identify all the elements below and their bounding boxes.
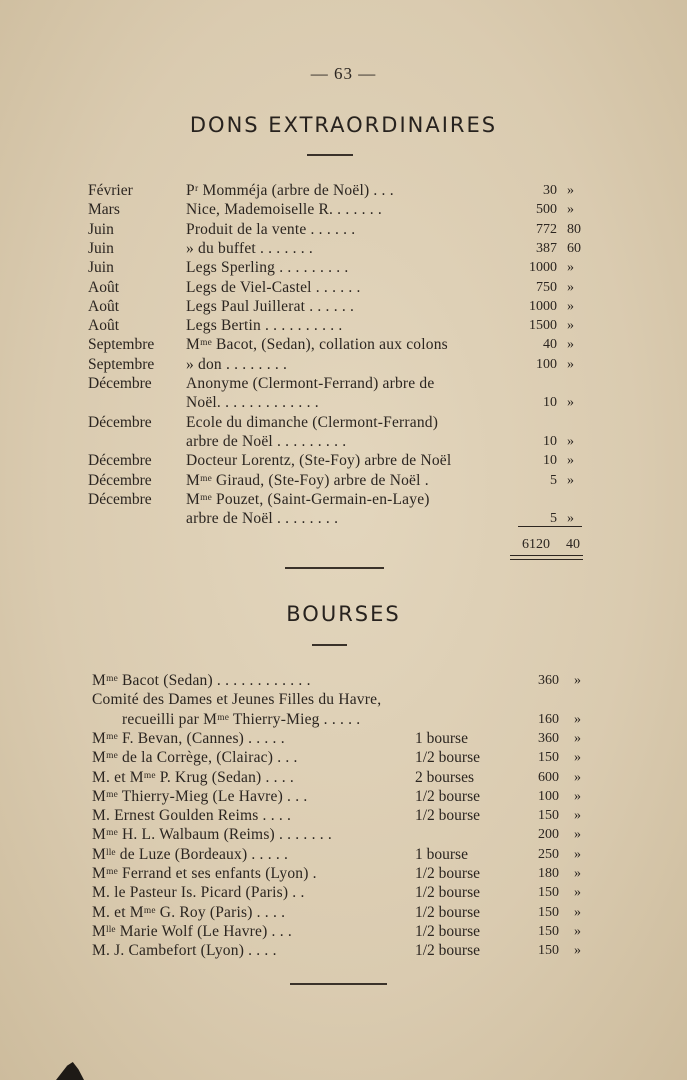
description-cell: » du buffet . . . . . . . — [186, 239, 313, 257]
amount-cell: 30 — [543, 183, 557, 198]
amount-cell: 160 — [538, 711, 559, 727]
description-cell: Legs de Viel-Castel . . . . . . — [186, 278, 361, 296]
amount-cell: 150 — [538, 943, 559, 959]
month-cell: Décembre — [88, 471, 152, 489]
cents-cell: 60 — [567, 240, 581, 256]
description-cell: arbre de Noël . . . . . . . . — [186, 510, 339, 528]
amount-cell: 5 — [550, 511, 557, 527]
cents-cell: » — [567, 202, 574, 218]
cents-cell: » — [567, 511, 574, 527]
dons-title: DONS EXTRAORDINAIRES — [189, 113, 498, 137]
description-cell: Anonyme (Clermont-Ferrand) arbre de — [186, 375, 435, 392]
month-cell: Février — [88, 182, 133, 199]
donor-cell: Mˡˡᵉ de Luze (Bordeaux) . . . . . — [92, 845, 289, 863]
description-cell: arbre de Noël . . . . . . . . . — [186, 432, 347, 450]
page-number: — 63 — — [310, 64, 377, 83]
donor-cell: M. et Mᵐᵉ P. Krug (Sedan) . . . . — [92, 768, 294, 786]
cents-cell: » — [574, 885, 581, 901]
cents-cell: » — [574, 788, 581, 804]
month-cell: Juin — [88, 239, 114, 257]
month-cell: Août — [88, 317, 119, 335]
amount-cell: 100 — [538, 788, 559, 804]
section-divider — [285, 567, 384, 569]
description-cell: Mᵐᵉ Giraud, (Ste-Foy) arbre de Noël . — [186, 471, 429, 489]
bourse-detail-cell: 1/2 bourse — [415, 922, 481, 940]
donor-cell: M. et Mᵐᵉ G. Roy (Paris) . . . . — [92, 903, 286, 921]
double-rule-top — [510, 555, 583, 556]
month-cell: Mars — [88, 201, 120, 219]
description-cell: » don . . . . . . . . — [186, 355, 288, 373]
cents-cell: » — [574, 730, 581, 746]
total-amount: 6120 — [522, 537, 550, 552]
donor-cell: Mᵐᵉ F. Bevan, (Cannes) . . . . . — [92, 729, 285, 747]
bourse-detail-cell: 1/2 bourse — [415, 865, 481, 882]
cents-cell: » — [574, 711, 581, 727]
amount-cell: 40 — [543, 337, 557, 353]
cents-cell: » — [574, 673, 581, 688]
amount-cell: 150 — [538, 904, 559, 920]
cents-cell: » — [574, 846, 581, 862]
cents-cell: » — [574, 866, 581, 881]
ink-mark — [56, 1062, 84, 1080]
donor-cell: Mˡˡᵉ Marie Wolf (Le Havre) . . . — [92, 922, 292, 940]
description-cell: Docteur Lorentz, (Ste-Foy) arbre de Noël — [186, 452, 452, 470]
cents-cell: » — [574, 769, 581, 785]
donor-cell: Mᵐᵉ de la Corrège, (Clairac) . . . — [92, 749, 298, 767]
amount-cell: 1500 — [529, 318, 557, 334]
section-divider — [290, 983, 387, 985]
amount-cell: 1000 — [529, 298, 557, 314]
cents-cell: » — [574, 923, 581, 939]
donor-cell: Mᵐᵉ Bacot (Sedan) . . . . . . . . . . . . — [92, 672, 311, 689]
bourse-detail-cell: 2 bourses — [415, 768, 474, 786]
cents-cell: » — [567, 279, 574, 295]
description-cell: Mᵐᵉ Pouzet, (Saint-Germain-en-Laye) — [186, 490, 430, 508]
description-cell: Ecole du dimanche (Clermont-Ferrand) — [186, 413, 439, 431]
description-cell: Mᵐᵉ Bacot, (Sedan), collation aux colons — [186, 336, 448, 354]
amount-cell: 150 — [538, 808, 559, 824]
amount-cell: 360 — [538, 673, 559, 688]
month-cell: Décembre — [88, 452, 152, 470]
cents-cell: » — [567, 472, 574, 488]
cents-cell: » — [567, 337, 574, 353]
bourses-title: BOURSES — [286, 602, 401, 626]
total-cents: 40 — [566, 537, 580, 552]
amount-cell: 10 — [543, 395, 557, 411]
month-cell: Décembre — [88, 413, 152, 431]
cents-cell: 80 — [567, 221, 581, 237]
bourse-detail-cell: 1/2 bourse — [415, 807, 481, 825]
bourse-detail-cell: 1/2 bourse — [415, 884, 481, 902]
amount-cell: 750 — [536, 279, 557, 295]
bourse-detail-cell: 1/2 bourse — [415, 942, 481, 960]
cents-cell: » — [567, 453, 574, 469]
amount-cell: 150 — [538, 885, 559, 901]
donor-cell: Mᵐᵉ H. L. Walbaum (Reims) . . . . . . . — [92, 826, 332, 844]
amount-cell: 150 — [538, 923, 559, 939]
amount-cell: 150 — [538, 750, 559, 766]
cents-cell: » — [574, 827, 581, 843]
amount-cell: 10 — [543, 433, 557, 449]
month-cell: Juin — [88, 259, 114, 277]
donor-cell: M. J. Cambefort (Lyon) . . . . — [92, 942, 277, 960]
donor-cell: M. Ernest Goulden Reims . . . . — [92, 807, 292, 825]
bourse-detail-cell: 1 bourse — [415, 729, 468, 747]
amount-cell: 100 — [536, 356, 557, 372]
amount-cell: 500 — [536, 202, 557, 218]
cents-cell: » — [567, 318, 574, 334]
donor-cell: Mᵐᵉ Thierry-Mieg (Le Havre) . . . — [92, 787, 308, 805]
cents-cell: » — [574, 750, 581, 766]
donor-cell: M. le Pasteur Is. Picard (Paris) . . — [92, 884, 305, 902]
description-cell: Pʳ Momméja (arbre de Noël) . . . — [186, 182, 394, 199]
amount-cell: 200 — [538, 827, 559, 843]
bourse-detail-cell: 1/2 bourse — [415, 749, 481, 767]
bourse-detail-cell: 1/2 bourse — [415, 787, 481, 805]
description-cell: Legs Paul Juillerat . . . . . . — [186, 297, 355, 315]
title-rule — [307, 154, 353, 156]
description-cell: Legs Bertin . . . . . . . . . . — [186, 317, 343, 335]
bourse-detail-cell: 1 bourse — [415, 845, 468, 863]
amount-cell: 600 — [538, 769, 559, 785]
amount-cell: 250 — [538, 846, 559, 862]
amount-cell: 5 — [550, 472, 557, 488]
month-cell: Décembre — [88, 375, 152, 392]
amount-cell: 1000 — [529, 260, 557, 276]
description-cell: Produit de la vente . . . . . . — [186, 220, 356, 238]
amount-cell: 180 — [538, 866, 559, 881]
month-cell: Septembre — [88, 355, 155, 373]
amount-cell: 387 — [536, 240, 557, 256]
cents-cell: » — [567, 433, 574, 449]
sum-line — [518, 526, 582, 527]
month-cell: Septembre — [88, 336, 155, 354]
bourse-detail-cell: 1/2 bourse — [415, 903, 481, 921]
month-cell: Août — [88, 297, 119, 315]
amount-cell: 360 — [538, 730, 559, 746]
month-cell: Juin — [88, 220, 114, 238]
month-cell: Août — [88, 278, 119, 296]
description-cell: Legs Sperling . . . . . . . . . — [186, 259, 349, 277]
title-rule — [312, 644, 347, 646]
description-cell: Nice, Mademoiselle R. . . . . . . — [186, 201, 383, 219]
donor-cell: Comité des Dames et Jeunes Filles du Havre, — [92, 691, 382, 709]
amount-cell: 772 — [536, 221, 557, 237]
cents-cell: » — [574, 943, 581, 959]
description-cell: Noël. . . . . . . . . . . . . — [186, 394, 319, 412]
cents-cell: » — [567, 356, 574, 372]
cents-cell: » — [567, 395, 574, 411]
double-rule-bottom — [510, 559, 583, 560]
month-cell: Décembre — [88, 490, 152, 508]
cents-cell: » — [567, 260, 574, 276]
donor-cell: Mᵐᵉ Ferrand et ses enfants (Lyon) . — [92, 865, 317, 882]
amount-cell: 10 — [543, 453, 557, 469]
cents-cell: » — [574, 808, 581, 824]
cents-cell: » — [567, 298, 574, 314]
donor-cell: recueilli par Mᵐᵉ Thierry-Mieg . . . . . — [122, 710, 361, 728]
cents-cell: » — [567, 183, 574, 198]
cents-cell: » — [574, 904, 581, 920]
